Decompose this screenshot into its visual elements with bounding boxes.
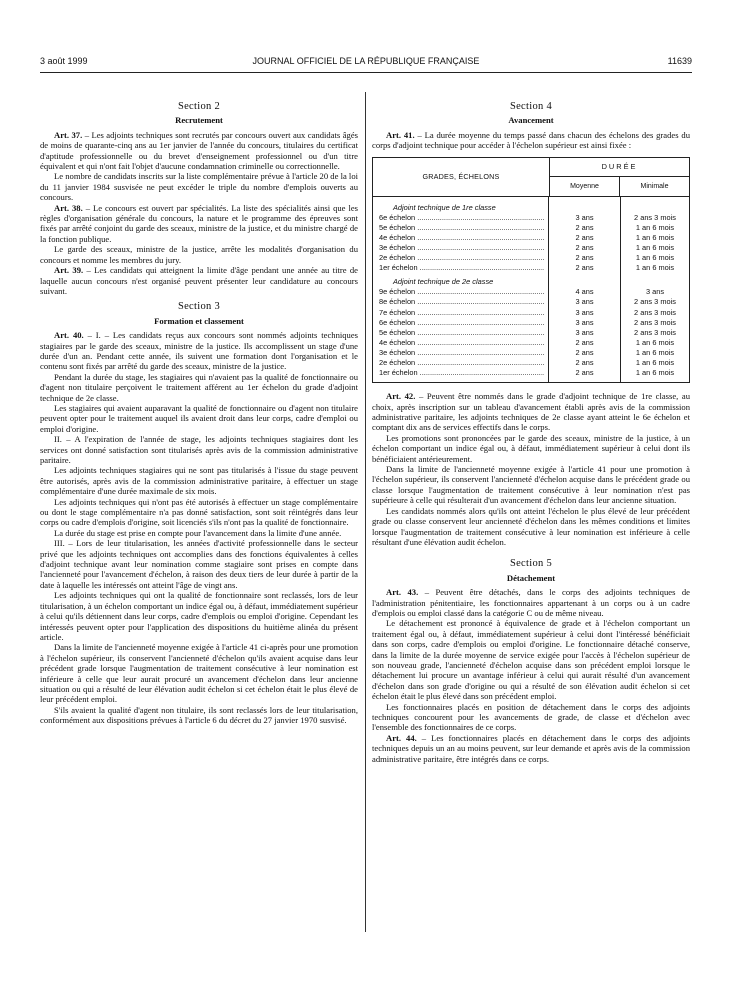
paragraph-adjoints-2: Les adjoints techniques qui n'ont pas été autorisés à effectuer un stage complémentaire ou dont le stage complémentaire n'a pas donné satisfaction, sont soit réintégrés dans leur corps ou cadre d'emplois d'origine, soit licenciés s'ils n'ont pas la qualité de fonctionnaire. [40, 496, 358, 528]
table-body [373, 197, 689, 383]
article-44 [372, 733, 690, 764]
section-5-title: Section 5 [509, 558, 553, 570]
echelon-label: 8e échelon ..... [379, 297, 544, 306]
article-42 [372, 391, 690, 433]
table-row-grade [379, 213, 544, 223]
echelon-label: 5e échelon ..... [379, 223, 544, 232]
duree-moyenne-value: 3 ans [575, 317, 594, 327]
duree-minimale-value: 1 an 6 mois [635, 232, 675, 242]
table-row-grade [379, 233, 544, 243]
article-40-label: Art. 40. [54, 330, 84, 341]
paragraph-adjoints-3: Les adjoints techniques qui ont la qualité de fonctionnaire sont reclassés, lors de leur titularisation, à un échelon comportant un indice égal ou, à défaut, immédiatement supérieur à celui qu'ils détiennent dans leur corps, cadre d'emplois ou emploi d'origine. Cependant les intéressés peuvent opter pour l'application des dispositions du huitième alinéa du présent article. [40, 590, 358, 642]
duree-moyenne-value: 3 ans [575, 307, 594, 317]
table-row-grade [379, 297, 544, 307]
table-column-minimale [621, 197, 689, 383]
duree-moyenne-value: 4 ans [575, 287, 594, 297]
table-header [373, 158, 689, 197]
article-39 [40, 265, 358, 296]
echelon-label: 3e échelon ..... [379, 348, 544, 357]
table-row-grade [379, 253, 544, 263]
paragraph-promotions: Les promotions sont prononcées par le garde des sceaux, ministre de la justice, à un échelon comportant un indice égal ou, à défaut, immédiatement supérieur à celui dont ils bénéficiaient antérieurement. [372, 432, 690, 464]
article-42-text: – Peuvent être nommés dans le grade d'adjoint technique de 1re classe, au choix, après inscription sur un tableau d'avancement établi après avis de la commission administrative paritaire, les adjoints techniques de 2e classe ayant atteint le 6e échelon et comptant dix ans de services effectifs dans le corps. [372, 391, 691, 433]
header-page-number: 11639 [667, 56, 692, 66]
duree-minimale-value: 2 ans 3 mois [634, 212, 676, 222]
echelon-label: 6e échelon ..... [379, 213, 544, 222]
paragraph-pendant: Pendant la durée du stage, les stagiaires qui n'avaient pas la qualité de fonctionnaire ou d'agent non titulaire perçoivent le traitement afférent au 1er échelon du grade d'adjoint technique de 2e classe. [40, 371, 358, 403]
article-42-label: Art. 42. [386, 391, 416, 402]
paragraph-nombre: Le nombre de candidats inscrits sur la liste complémentaire prévue à l'article 20 de la loi du 11 janvier 1984 susvisée ne peut excéder le triple du nombre d'emplois ouverts au concours. [40, 171, 358, 203]
table-column-grades [373, 197, 549, 383]
duree-moyenne-value: 2 ans [575, 232, 594, 242]
section-2-subtitle: Recrutement [175, 115, 223, 126]
table-row-grade [379, 308, 544, 318]
table-group-1re-classe: Adjoint technique de 1re classe [393, 202, 496, 212]
table-header-minimale: Minimale [640, 182, 669, 190]
header-rule [40, 72, 692, 73]
paragraph-adjoints: Les adjoints techniques stagiaires qui ne sont pas titularisés à l'issue du stage peuvent être autorisés, après avis de la commission administrative paritaire, à effectuer un stage complémentaire d'une durée maximale de six mois. [40, 465, 358, 497]
section-2-title: Section 2 [177, 101, 221, 112]
section-3-subtitle: Formation et classement [154, 315, 244, 326]
article-43 [372, 587, 690, 618]
duree-minimale-value: 1 an 6 mois [635, 253, 675, 263]
duree-minimale-value: 3 ans [645, 287, 665, 297]
section-4-subtitle: Avancement [508, 115, 554, 126]
article-39-label: Art. 39. [54, 265, 84, 276]
table-row-grade [379, 243, 544, 253]
echelon-label: 4e échelon ..... [379, 233, 544, 242]
article-41-label: Art. 41. [386, 129, 415, 140]
section-3-title: Section 3 [177, 301, 221, 313]
column-divider [365, 92, 366, 932]
duree-minimale-value: 1 an 6 mois [635, 243, 675, 252]
table-row-grade [379, 287, 544, 297]
duree-minimale-value: 1 an 6 mois [635, 222, 675, 232]
table-row-grade [379, 328, 544, 338]
echelon-label: 2e échelon ..... [379, 253, 544, 262]
article-38-text: – Le concours est ouvert par spécialités. La liste des spécialités ainsi que les règles d'organisation générale du concours, la nature et le programme des épreuves sont fixés par arrêté conjoint du garde des sceaux, ministre de la justice, et du ministre chargé de la fonction publique. [40, 202, 358, 244]
paragraph-garde: Le garde des sceaux, ministre de la justice, arrête les modalités d'organisation du concours et nomme les membres du jury. [40, 244, 358, 265]
table-header-grades: GRADES, ÉCHELONS [373, 158, 550, 196]
table-column-moyenne [549, 197, 621, 383]
duree-minimale-value: 1 an 6 mois [635, 358, 675, 368]
echelon-label: 4e échelon ..... [379, 338, 544, 347]
duree-minimale-value: 1 an 6 mois [635, 368, 675, 378]
duree-minimale-value: 1 an 6 mois [635, 337, 675, 347]
paragraph-limite: Dans la limite de l'ancienneté moyenne exigée à l'article 41 ci-après pour une promotion à l'échelon supérieur, ils conservent l'ancienneté d'échelon qu'ils avaient acquise dans leur précédent grade lorsque l'augmentation de traitement consécutive à leur nomination est inférieure à celle que leur aurait procuré un avancement d'échelon dans leur ancienne situation ou qui a résulté de leur élévation audit échelon si cet échelon était le plus élevé de leur précédent emploi. [40, 642, 358, 705]
section-5-subtitle: Détachement [506, 572, 556, 583]
duree-moyenne-value: 3 ans [575, 212, 594, 222]
duree-moyenne-value: 2 ans [575, 263, 594, 273]
article-37 [40, 130, 358, 172]
article-43-text: – Peuvent être détachés, dans le corps des adjoints techniques de l'administration pénitentiaire, les fonctionnaires appartenant à un corps ou à un cadre d'emplois ou emploi classé dans la catégorie C ou de même niveau. [372, 587, 690, 618]
echelon-label: 6e échelon ..... [379, 318, 544, 327]
duree-moyenne-value: 2 ans [575, 358, 594, 368]
page-header [40, 56, 692, 70]
article-44-label: Art. 44. [386, 732, 417, 743]
table-header-duree: DURÉE [550, 158, 689, 177]
duree-moyenne-value: 2 ans [575, 222, 594, 232]
echelon-label: 9e échelon ..... [379, 287, 544, 296]
table-row-grade [379, 358, 544, 368]
duree-minimale-value: 1 an 6 mois [635, 263, 675, 273]
table-group-2e-classe: Adjoint technique de 2e classe [393, 277, 494, 287]
table-row-grade [379, 223, 544, 233]
duree-moyenne-value: 2 ans [575, 243, 594, 252]
echelon-label: 7e échelon ..... [379, 308, 544, 317]
echelon-label: 1er échelon ..... [379, 263, 544, 272]
duree-moyenne-value: 2 ans [575, 337, 594, 347]
paragraph-sils: S'ils avaient la qualité d'agent non titulaire, ils sont reclassés lors de leur titularisation, conformément aux dispositions prévues à l'article 6 du décret du 27 janvier 1970 susvisé. [40, 704, 358, 726]
duree-moyenne-value: 2 ans [575, 253, 594, 263]
left-column [40, 102, 358, 726]
article-40-text: – I. – Les candidats reçus aux concours sont nommés adjoints techniques stagiaires par le garde des sceaux, ministre de la justice. Ils accomplissent un stage d'une durée d'un an. Pendant cette année, ils suivent une formation dont l'organisation et le contenu sont fixés par arrêté du garde des sceaux, ministre de la justice. [40, 330, 359, 372]
echelon-duration-table [372, 157, 690, 384]
echelon-label: 1er échelon ..... [379, 368, 544, 377]
article-40 [40, 330, 358, 372]
article-37-label: Art. 37. [54, 129, 83, 140]
article-37-text: – Les adjoints techniques sont recrutés par concours ouvert aux candidats âgés de moins de quarante-cinq ans au 1er janvier de l'année du concours, titulaires du certificat d'aptitude professionnelle ou du brevet d'enseignement professionnel ou d'un titre équivalent et qui n'ont fait l'objet d'aucune condamnation criminelle ou correctionnelle. [40, 129, 358, 172]
article-39-text: – Les candidats qui atteignent la limite d'âge pendant une année au titre de laquelle aucun concours n'est organisé peuvent présenter leur candidature au concours suivant. [40, 265, 358, 296]
echelon-label: 2e échelon ..... [379, 358, 544, 367]
article-38 [40, 203, 358, 245]
duree-minimale-value: 2 ans 3 mois [634, 327, 676, 337]
table-row-grade [379, 368, 544, 378]
paragraph-candidats: Les candidats nommés alors qu'ils ont atteint l'échelon le plus élevé de leur précédent grade ou classe conservent leur ancienneté d'échelon dans les mêmes conditions et limites lorsque l'augmentation de traitement consécutive à leur nomination est inférieure à celle résultant d'une élévation audit échelon. [372, 505, 690, 547]
table-row-grade [379, 318, 544, 328]
paragraph-II: II. – A l'expiration de l'année de stage, les adjoints techniques stagiaires dont les services ont donné satisfaction sont titularisés après avis de la commission administrative paritaire. [40, 434, 358, 465]
paragraph-fonctionnaires: Les fonctionnaires placés en position de détachement dans le corps des adjoints techniques concourent pour les avancements de grade, de classe et d'échelon avec l'ensemble des fonctionnaires de ce corps. [372, 701, 690, 733]
duree-moyenne-value: 2 ans [575, 368, 594, 378]
section-4-title: Section 4 [509, 101, 553, 112]
paragraph-duree: La durée du stage est prise en compte pour l'avancement dans la limite d'une année. [54, 527, 342, 538]
article-44-text: – Les fonctionnaires placés en détachement dans le corps des adjoints techniques depuis un an au moins peuvent, sur leur demande et après avis de la commission administrative paritaire, être intégrés dans ce corps. [372, 732, 691, 764]
article-41 [372, 130, 690, 151]
duree-minimale-value: 2 ans 3 mois [634, 307, 676, 317]
duree-moyenne-value: 3 ans [575, 297, 594, 307]
duree-minimale-value: 2 ans 3 mois [634, 317, 676, 327]
article-43-label: Art. 43. [386, 587, 419, 598]
right-column [372, 102, 690, 764]
echelon-label: 3e échelon ..... [379, 243, 544, 252]
header-date: 3 août 1999 [40, 56, 88, 66]
table-row-grade [379, 348, 544, 358]
paragraph-stagiaires: Les stagiaires qui avaient auparavant la qualité de fonctionnaire ou d'agent non titulaire peuvent opter pour le traitement auquel ils avaient droit dans leur corps, cadre d'emploi ou emploi d'origine. [40, 402, 358, 434]
duree-minimale-value: 1 an 6 mois [635, 347, 675, 357]
paragraph-limite-41: Dans la limite de l'ancienneté moyenne exigée à l'article 41 pour une promotion à l'échelon supérieur, ils conservent l'ancienneté d'échelon acquise dans le précédent grade ou classe lorsque l'augmentation de traitement consécutive à leur nomination n'est pas supérieure à celle qui résulterait d'un avancement d'échelon dans leur ancienne situation. [372, 464, 690, 506]
header-title: JOURNAL OFFICIEL DE LA RÉPUBLIQUE FRANÇAISE [252, 56, 480, 66]
table-row-grade [379, 338, 544, 348]
article-41-text: – La durée moyenne du temps passé dans chacun des échelons des grades du corps d'adjoint technique pour accéder à l'échelon supérieur est ainsi fixée : [372, 129, 690, 151]
duree-moyenne-value: 2 ans [575, 347, 594, 357]
echelon-label: 5e échelon ..... [379, 328, 544, 337]
duree-minimale-value: 2 ans 3 mois [634, 297, 676, 307]
paragraph-III: III. – Lors de leur titularisation, les années d'activité professionnelle dans le secteur privé que les adjoints techniques ont accomplies dans des fonctions équivalentes à celles d'adjoint technique avant leur nomination comme stagiaire sont prises en compte dans l'ancienneté pour l'avancement d'échelon, à raison des deux tiers de leur durée à partir de la date à laquelle les intéressés ont atteint l'âge de vingt ans. [40, 538, 358, 590]
duree-moyenne-value: 3 ans [575, 327, 594, 337]
table-header-moyenne: Moyenne [550, 177, 620, 196]
paragraph-detachement: Le détachement est prononcé à équivalence de grade et à l'échelon comportant un traitement égal ou, à défaut, immédiatement supérieur à celui dont l'intéressé bénéficiait dans son corps, cadre d'emplois ou emploi d'origine. Le fonctionnaire détaché conserve, dans la limite de la durée moyenne de service exigée pour l'accès à l'échelon supérieur de son nouveau grade, l'ancienneté d'échelon acquise dans son précédent emploi lorsque le détachement lui procure un avantage inférieur à celui qui aurait résulté d'un avancement d'échelon dans son grade d'origine ou qui a résulté de son élévation audit échelon si cet échelon était le plus élevé dans son précédent emploi. [372, 618, 690, 702]
table-row-grade [379, 263, 544, 273]
article-38-label: Art. 38. [54, 202, 83, 213]
